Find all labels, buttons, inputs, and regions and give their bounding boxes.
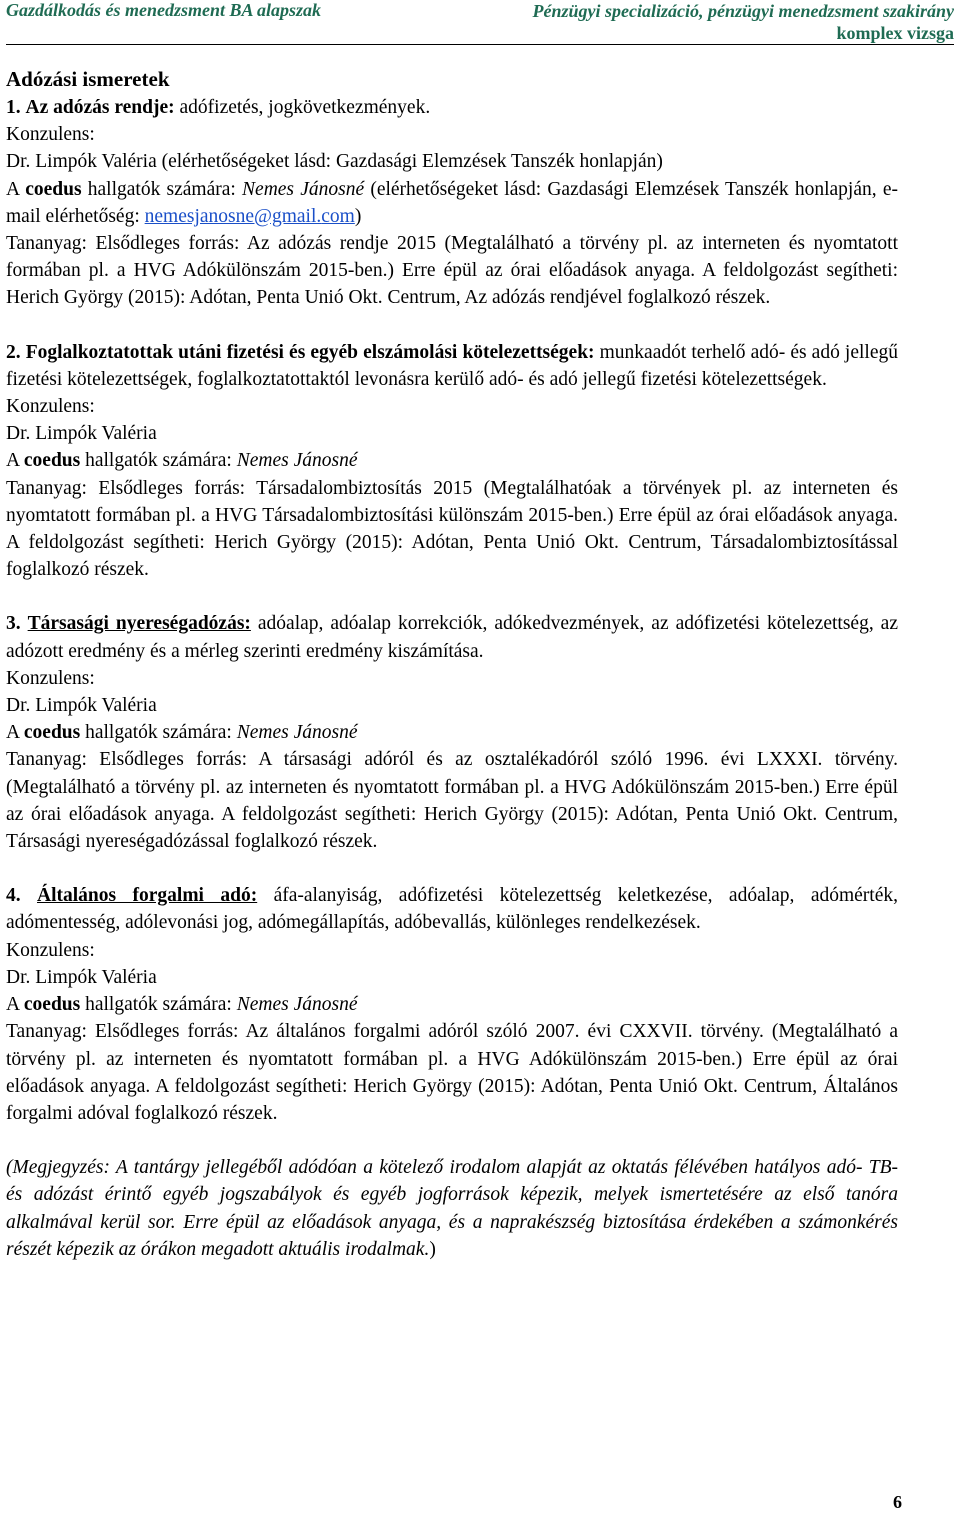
section-2-tananyag: Tananyag: Elsődleges forrás: Társadalombiztosítás 2015 (Megtalálhatóak a törvények pl. az interneten és nyomtatott formában pl. a HVG Társadalombiztosítási különszám 2015-ben.) Erre épül az órai előadások anyaga. A feldolgozást segítheti: Herich György (2015): Adótan, Penta Unió Okt. Centrum, Társadalombiztosítással foglalkozó részek. bbox=[6, 477, 898, 581]
section-3-konzulens-label: Konzulens: bbox=[6, 667, 95, 689]
section-2-coedus bbox=[6, 447, 898, 474]
section-4 bbox=[6, 882, 898, 1127]
section-4-title: Általános forgalmi adó: bbox=[37, 885, 258, 907]
section-1-coedus-close: ) bbox=[354, 205, 362, 227]
section-3-coedus-prefix: A bbox=[6, 722, 24, 744]
page-number: 6 bbox=[893, 1492, 902, 1512]
section-2-konzulens: Dr. Limpók Valéria bbox=[6, 423, 157, 445]
section-4-number: 4. bbox=[6, 885, 21, 907]
section-2-title: Foglalkoztatottak utáni fizetési és egyéb elszámolási kötelezettségek: bbox=[25, 341, 595, 363]
section-4-coedus-mid: hallgatók számára: bbox=[80, 994, 237, 1016]
section-3-coedus-mid: hallgatók számára: bbox=[80, 722, 237, 744]
section-2-coedus-bold: coedus bbox=[23, 450, 81, 472]
section-4-coedus-name: Nemes Jánosné bbox=[236, 994, 358, 1016]
section-4-coedus-bold: coedus bbox=[23, 994, 81, 1016]
section-1-coedus-bold: coedus bbox=[25, 178, 82, 200]
email-link-part1: nemesjanosne@gmail. bbox=[144, 205, 322, 227]
section-2-topic: munkaadót terhelő adó- és adó jellegű fizetési kötelezettségek, foglalkoztatottaktól levonásra kerülő adó- és adó jellegű fizetési kötelezettségek. bbox=[6, 341, 898, 390]
section-1-coedus-after: (elérhetőségeket lásd: Gazdasági Elemzések Tanszék honlapján, e-mail elérhetőség: bbox=[6, 178, 898, 227]
document-body bbox=[6, 64, 898, 1263]
page-header bbox=[6, 0, 954, 45]
note-text: (Megjegyzés: A tantárgy jellegéből adódóan a kötelező irodalom alapját az oktatás félévében hatályos adó- TB- és adózást érintő egyéb jogszabályok és egyéb jogforrások képezik, melyek ismertetésére az első tanóra alkalmával kerül sor. Erre épül az előadások anyaga, és a naprakészség biztosítása érdekében a számonkérés részét képezik az órákon megadott aktuális irodalmak. bbox=[6, 1157, 898, 1260]
note-close: ) bbox=[429, 1238, 436, 1260]
section-3 bbox=[6, 610, 898, 855]
section-1-heading bbox=[6, 94, 898, 121]
spacer bbox=[6, 855, 898, 882]
section-3-topic: adóalap, adóalap korrekciók, adókedvezmények, az adófizetési kötelezettség, az adózott eredmény és a mérleg szerinti eredmény kiszámítása. bbox=[6, 613, 898, 662]
section-4-coedus bbox=[6, 991, 898, 1018]
section-1-konzulens: Dr. Limpók Valéria (elérhetőségeket lásd: Gazdasági Elemzések Tanszék honlapján) bbox=[6, 151, 663, 173]
spacer bbox=[6, 1127, 898, 1154]
header-program-name: Gazdálkodás és menedzsment BA alapszak bbox=[6, 0, 322, 20]
email-link[interactable] bbox=[145, 206, 355, 227]
section-3-number: 3. bbox=[6, 613, 21, 635]
section-2-heading bbox=[6, 339, 898, 393]
section-1-topic: adófizetés, jogkövetkezmények. bbox=[174, 97, 431, 118]
section-1-title: Az adózás rendje: bbox=[25, 97, 175, 118]
section-1-number: 1. bbox=[6, 97, 21, 118]
spacer bbox=[6, 312, 898, 339]
header-specialization bbox=[532, 0, 954, 44]
section-4-coedus-prefix: A bbox=[6, 994, 24, 1016]
document-title: Adózási ismeretek bbox=[6, 67, 170, 91]
section-4-heading bbox=[6, 882, 898, 936]
section-2 bbox=[6, 339, 898, 584]
section-4-topic: áfa-alanyiság, adófizetési kötelezettség keletkezése, adóalap, adómérték, adómentesség, adólevonási jog, adómegállapítás, adóbevallás, különleges rendelkezések. bbox=[6, 885, 898, 934]
section-2-konzulens-label: Konzulens: bbox=[6, 396, 95, 418]
header-specialization-line2: komplex vizsga bbox=[836, 23, 954, 43]
section-3-konzulens: Dr. Limpók Valéria bbox=[6, 695, 157, 717]
email-link-part2: com bbox=[321, 205, 355, 227]
section-1-coedus-mid: hallgatók számára: bbox=[81, 178, 243, 200]
section-4-konzulens-label: Konzulens: bbox=[6, 939, 95, 961]
section-2-coedus-mid: hallgatók számára: bbox=[80, 450, 237, 472]
section-3-tananyag: Tananyag: Elsődleges forrás: A társasági adóról és az osztalékadóról szóló 1996. évi LXXXI. törvény. (Megtalálható a törvény pl. az interneten és nyomtatott formában pl. a HVG Adókülönszám 2015-ben.) Erre épül az órai előadások anyaga. A feldolgozást segítheti: Herich György (2015): Adótan, Penta Unió Okt. Centrum, Társasági nyereségadózással foglalkozó részek. bbox=[6, 749, 898, 853]
section-3-title: Társasági nyereségadózás: bbox=[27, 613, 251, 635]
note-paragraph bbox=[6, 1154, 898, 1263]
section-3-coedus-name: Nemes Jánosné bbox=[236, 722, 358, 744]
section-2-coedus-name: Nemes Jánosné bbox=[236, 450, 358, 472]
spacer bbox=[6, 583, 898, 610]
section-4-tananyag: Tananyag: Elsődleges forrás: Az általános forgalmi adóról szóló 2007. évi CXXVII. törvény. (Megtalálható a törvény pl. az interneten és nyomtatott formában pl. a HVG Adókülönszám 2015-ben.) Erre épül az órai előadások anyaga. A feldolgozást segítheti: Herich György (2015): Adótan, Penta Unió Okt. Centrum, Általános forgalmi adóval foglalkozó részek. bbox=[6, 1021, 898, 1124]
section-4-konzulens: Dr. Limpók Valéria bbox=[6, 966, 157, 988]
section-3-coedus-bold: coedus bbox=[23, 722, 81, 744]
section-2-number: 2. bbox=[6, 341, 21, 363]
section-1-tananyag: Tananyag: Elsődleges forrás: Az adózás rendje 2015 (Megtalálható a törvény pl. az interneten és nyomtatott formában pl. a HVG Adókülönszám 2015-ben.) Erre épül az órai előadások anyaga. A feldolgozást segítheti: Herich György (2015): Adótan, Penta Unió Okt. Centrum, Az adózás rendjével foglalkozó részek. bbox=[6, 233, 898, 309]
section-2-coedus-prefix: A bbox=[6, 450, 24, 472]
section-1 bbox=[6, 94, 898, 312]
section-3-heading bbox=[6, 610, 898, 664]
section-1-coedus bbox=[6, 176, 898, 230]
section-1-coedus-name: Nemes Jánosné bbox=[242, 178, 365, 200]
section-1-konzulens-label: Konzulens: bbox=[6, 124, 95, 146]
section-1-coedus-prefix: A bbox=[6, 178, 26, 200]
header-specialization-line1: Pénzügyi specializáció, pénzügyi menedzsment szakirány bbox=[532, 1, 954, 21]
section-3-coedus bbox=[6, 719, 898, 746]
